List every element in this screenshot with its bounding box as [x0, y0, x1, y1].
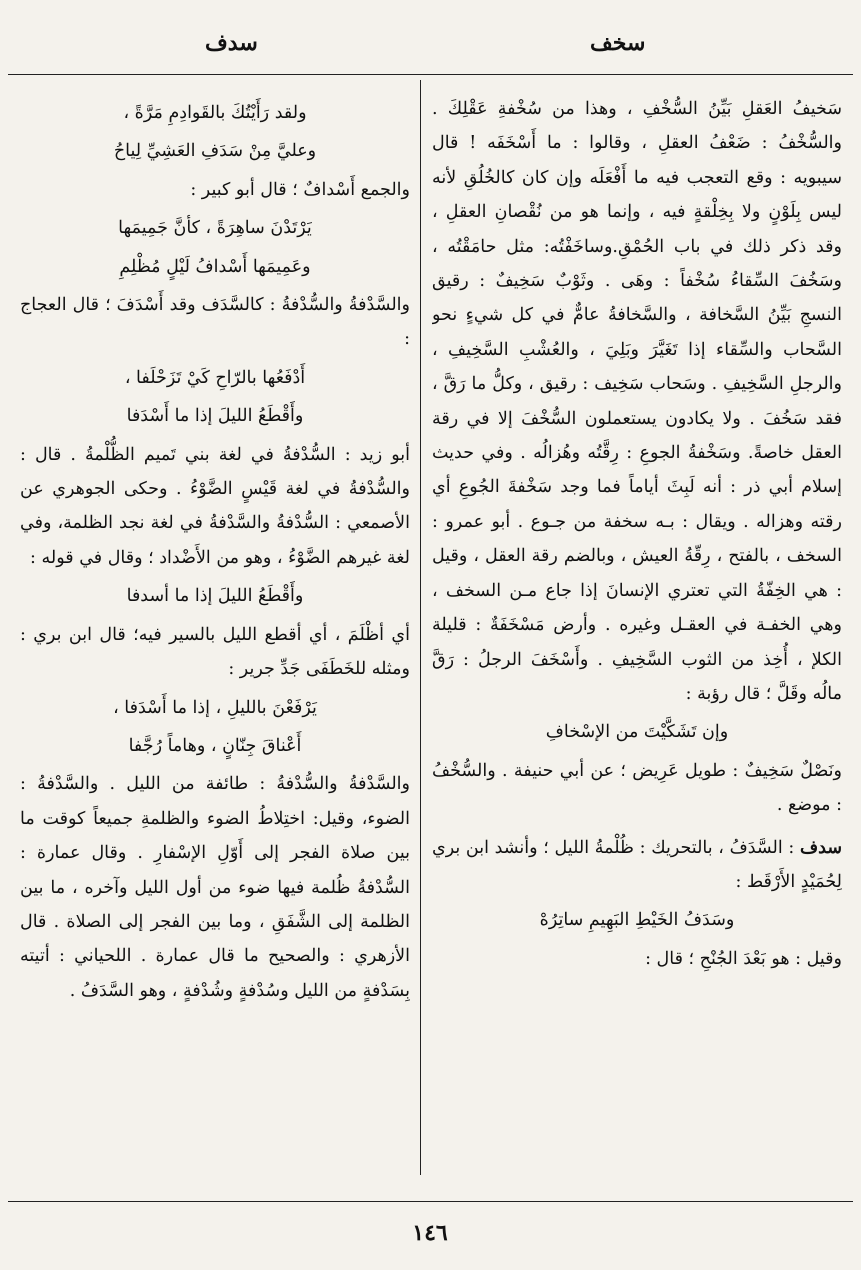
column-divider: [420, 80, 421, 1175]
left-column: [20, 92, 410, 1190]
entry-sadaf: [432, 831, 842, 900]
page-number: ١٤٦: [412, 1220, 448, 1246]
left-verse-5b: أَعْناقَ جِنّانٍ ، وهاماً رُجَّفا: [128, 735, 302, 756]
left-verse-2b: وعَمِيمَها أَسْدافُ لَيْلٍ مُظْلِمِ: [119, 256, 311, 277]
top-rule: [8, 74, 853, 75]
left-verse-1a: ولقد رَأَيْتُكَ بالقَوادِمِ مَرَّةً ،: [123, 103, 307, 123]
header-right-word: سخف: [590, 30, 646, 56]
left-verse-2a: يَرْتَدْنَ ساهِرَةً ، كأنَّ جَمِيمَها: [118, 218, 312, 239]
left-paragraph-1: والجمع أَسْدافٌ ؛ قال أبو كبير :: [190, 179, 410, 200]
right-column: [432, 92, 842, 1190]
right-paragraph-3: : السَّدَفُ ، بالتحريك : ظُلْمةُ الليل ؛ وأنشد ابن بري لِحُمَيْدٍ الأَرْقَط :: [432, 837, 842, 892]
right-verse-2: وسَدَفُ الخَيْطِ البَهِيمِ ساتِرُهْ: [539, 910, 735, 931]
left-verse-3b: وأَقْطَعُ الليلَ إذا ما أَسْدَفا: [126, 406, 304, 427]
left-paragraph-5: والسَّدْفةُ والسُّدْفةُ : طائفة من الليل . والسَّدْفةُ : الضوء، وقيل: اختِلاطُ الضوء والظلمةِ جميعاً كوقت ما بين صلاة الفجر إلى أَوّلِ الإسْفارِ . وقال عمارة : السُّدْفةُ ظُلمة فيها ضوء من أول الليل وآخره ، ما بين الظلمة إلى الشَّفَقِ ، وما بين الفجر إلى الصلاة . قال الأزهري : والصحيح ما قال عمارة . اللحياني : أتيته بِسَدْفةٍ من الليل وسُدْفةٍ وشُدْفةٍ ، وهو السَّدَفُ .: [20, 774, 410, 1001]
left-paragraph-2: والسَّدْفةُ والسُّدْفةُ : كالسَّدَف وقد أَسْدَفَ ؛ قال العجاج :: [20, 295, 410, 350]
right-paragraph-4: وقيل : هو بَعْدَ الجُنْحِ ؛ قال :: [645, 948, 842, 969]
left-verse-4: وأَقْطَعُ الليلَ إذا ما أسدفا: [126, 586, 304, 607]
left-paragraph-3: أبو زيد : السُّدْفةُ في لغة بني تَميم الظُّلْمةُ . قال : والسُّدْفةُ في لغة قَيْسٍ الضَّوْءُ . وحكى الجوهري عن الأصمعي : السُّدْفةُ والسَّدْفةُ في لغة نجد الظلمة، وفي لغة غيرهم الضَّوْءُ ، وهو من الأَضْداد ؛ وقال في قوله :: [20, 444, 410, 568]
right-verse-1: وإن تَشَكَّيْتَ من الإسْخافِ: [545, 722, 729, 743]
right-paragraph-1: سَخيفُ العَقلِ بَيِّنُ السُّخْفِ ، وهذا من سُخْفةِ عَقْلِكَ . والسُّخْفُ : ضَعْفُ العقلِ ، وقالوا : ما أَسْخَفَه ! قال سيبويه : وقع التعجب فيه ما أَفْعَلَه وإن كان كالخُلُقِ لأنه ليس بِلَوْنٍ ولا بِخِلْقةٍ فيه ، وإنما هو من نُقْصانِ العقلِ ، وقد ذكر ذلك في باب الحُمْقِ.وساخَفْتُه: مثل حامَقْتُه ، وسَخُفَ السِّقاءُ سُخْفاً : وهَى . وثَوْبٌ سَخِيفٌ : رقيق النسجِ بَيِّنُ السَّخافة ، والسَّخافةُ عامٌّ في كل شيءٍ نحو السَّحاب والسِّقاء إذا تَغَيَّرَ وبَلِيَ ، والعُشْبِ السَّخِيفِ ، والرجلِ السَّخِيفِ . وسَحاب سَخِيف : رقيق ، وكلُّ ما رَقَّ ، فقد سَخُفَ . ولا يكادون يستعملون السُّخْفَ إلا في رقة العقل خاصةً. وسَخْفةُ الجوعِ : رِقَّتُه وهُزالُه . وفي حديث إسلام أبي ذر : أنه لَبِثَ أياماً فما وجد سَخْفةَ الجُوعِ أي رقته وهزاله . ويقال : بـه سخفة من جـوع . أبو عمرو : السخف ، بالفتح ، رِقّةُ العيش ، وبالضم رقة العقل ، وقيل : هي الخِفّةُ التي تعتري الإنسانَ إذا جاع مـن السخف ، وهي الخفـة في العقـل وغيره . وأرض مَسْخَفَةٌ : قليلة الكلإ ، أُخِذ من الثوب السَّخِيفِ . وأَسْخَفَ الرجلُ : رَقَّ مالُه وقَلَّ ؛ قال رؤبة :: [432, 99, 842, 704]
right-paragraph-2: ونَصْلٌ سَخِيفٌ : طويل عَرِيض ؛ عن أبي حنيفة . والسُّخْفُ : موضع .: [432, 760, 842, 816]
header-left-word: سدف: [205, 30, 258, 56]
left-verse-1b: وعليَّ مِنْ سَدَفِ العَشِيِّ لِياحُ: [113, 141, 317, 162]
left-verse-3a: أَدْفَعُها بالرّاحِ كَيْ تَزَحْلَفا ،: [124, 367, 306, 388]
left-paragraph-4: أي أظْلَمَ ، أي أقطع الليل بالسير فيه؛ قال ابن بري : ومثله للخَطَفَى جَدِّ جرير :: [20, 624, 410, 680]
left-verse-5a: يَرْفَعْنَ بالليلِ ، إذا ما أَسْدَفا ،: [113, 697, 317, 718]
bottom-rule: [8, 1201, 853, 1202]
entry-headword: سدف: [800, 837, 842, 858]
